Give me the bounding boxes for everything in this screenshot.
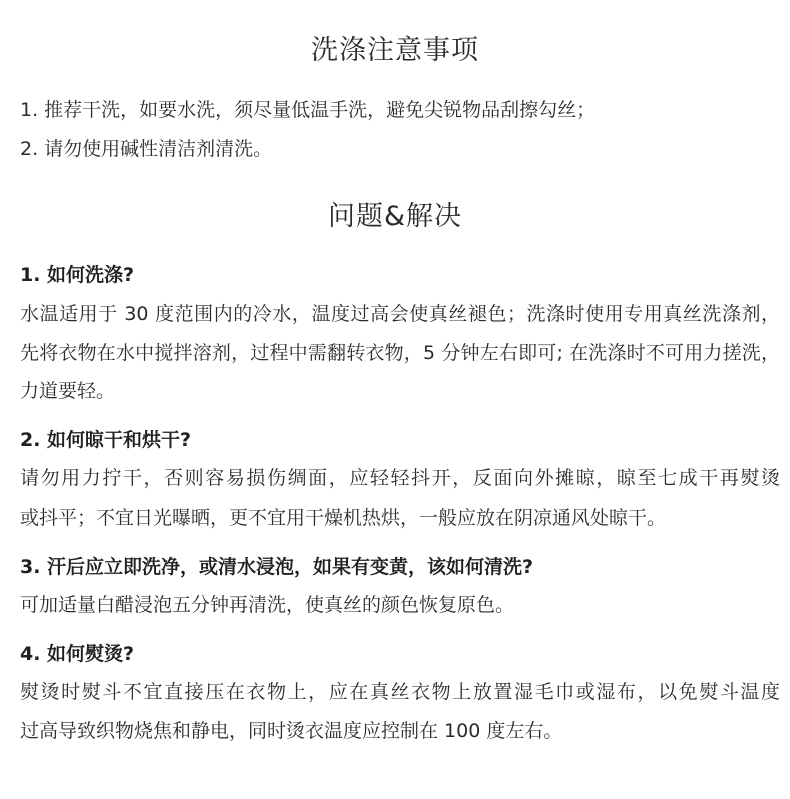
faq-answer-1-line-1: 水温适用于 30 度范围内的冷水，温度过高会使真丝褪色；洗涤时使用专用真丝洗涤剂，	[20, 303, 780, 325]
faq-answer-4-line-1: 熨烫时熨斗不宜直接压在衣物上，应在真丝衣物上放置湿毛巾或湿布，以免熨斗温度	[20, 681, 780, 703]
faq-answer-2-line-2: 或抖平；不宜日光曝晒，更不宜用干燥机热烘，一般应放在阴凉通风处晾干。	[20, 507, 667, 529]
faq-question-1: 1. 如何洗涤?	[20, 264, 135, 286]
faq-answer-4-line-2: 过高导致织物烧焦和静电，同时烫衣温度应控制在 100 度左右。	[20, 720, 563, 742]
faq-answer-2-line-1: 请勿用力拧干，否则容易损伤绸面，应轻轻抖开，反面向外摊晾，晾至七成干再熨烫	[20, 467, 780, 489]
faq-answer-3-line-1: 可加适量白醋浸泡五分钟再清洗，使真丝的颜色恢复原色。	[20, 594, 515, 616]
faq-answer-1-line-2: 先将衣物在水中搅拌溶剂，过程中需翻转衣物，5 分钟左右即可; 在洗涤时不可用力搓洗，	[20, 342, 780, 364]
faq-title: 问题&解决	[327, 201, 463, 232]
faq-question-4: 4. 如何熨烫?	[20, 643, 135, 665]
washing-note-2: 2. 请勿使用碱性清洁剂清洗。	[20, 138, 273, 160]
washing-notes-title: 洗涤注意事项	[311, 35, 479, 66]
faq-answer-1-line-3: 力道要轻。	[20, 380, 116, 402]
washing-note-1: 1. 推荐干洗，如要水洗，须尽量低温手洗，避免尖锐物品刮擦勾丝；	[20, 99, 596, 121]
faq-question-2: 2. 如何晾干和烘干?	[20, 429, 192, 451]
faq-question-3: 3. 汗后应立即洗净，或清水浸泡，如果有变黄，该如何清洗?	[20, 556, 534, 578]
